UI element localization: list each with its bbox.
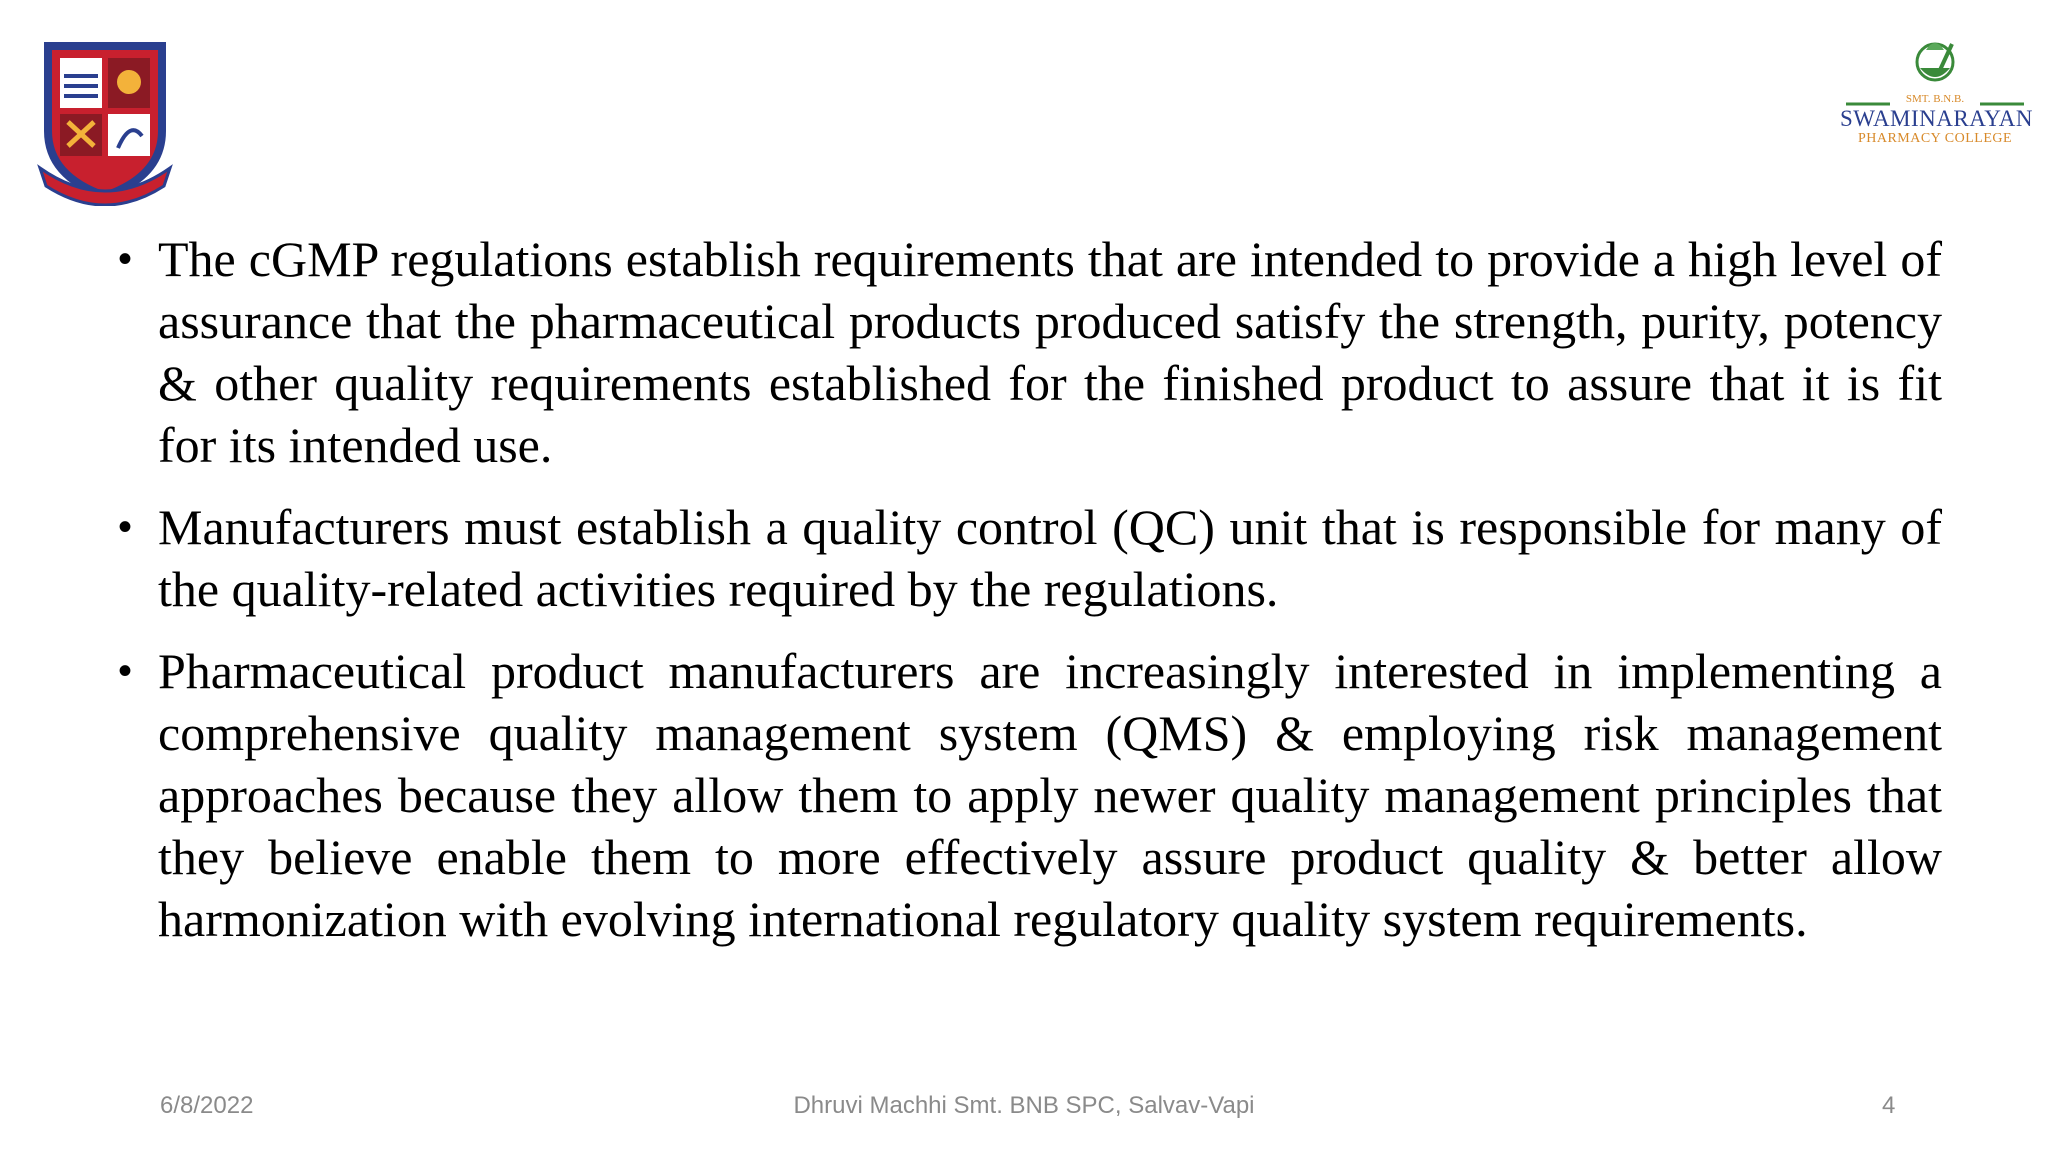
bullet-dot-icon: •	[118, 649, 133, 693]
pharmacy-college-logo	[1840, 30, 2034, 148]
bullet-dot-icon: •	[118, 237, 133, 281]
bullet-item	[110, 640, 1942, 950]
brand-line-1: SMT. B.N.B.	[1905, 93, 1965, 105]
bullet-text: The cGMP regulations establish requirements that are intended to provide a high level of assurance that the pharmaceutical products produced satisfy the strength, purity, potency & other quality requirements established for the finished product to assure that it is fit for its intended use.	[158, 231, 1942, 473]
bullet-text: Pharmaceutical product manufacturers are increasingly interested in implementing a comprehensive quality management system (QMS) & employing risk management approaches because they allow them to apply newer quality management principles that they believe enable them to more effectively assure product quality & better allow harmonization with evolving international regulatory quality system requirements.	[158, 643, 1942, 947]
footer-date: 6/8/2022	[160, 1092, 254, 1119]
brand-line-2: SWAMINARAYAN	[1840, 106, 2034, 131]
footer-page-number: 4	[1882, 1092, 1896, 1119]
bullet-item	[110, 228, 1942, 476]
bullet-dot-icon: •	[118, 505, 133, 549]
bullet-item	[110, 496, 1942, 620]
brand-line-3: PHARMACY COLLEGE	[1857, 131, 2013, 146]
university-crest-logo	[34, 36, 176, 206]
bullet-text: Manufacturers must establish a quality control (QC) unit that is responsible for many of the quality-related activities required by the regulations.	[158, 499, 1942, 617]
footer-author: Dhruvi Machhi Smt. BNB SPC, Salvav-Vapi	[793, 1092, 1255, 1119]
slide-body	[110, 228, 1942, 970]
